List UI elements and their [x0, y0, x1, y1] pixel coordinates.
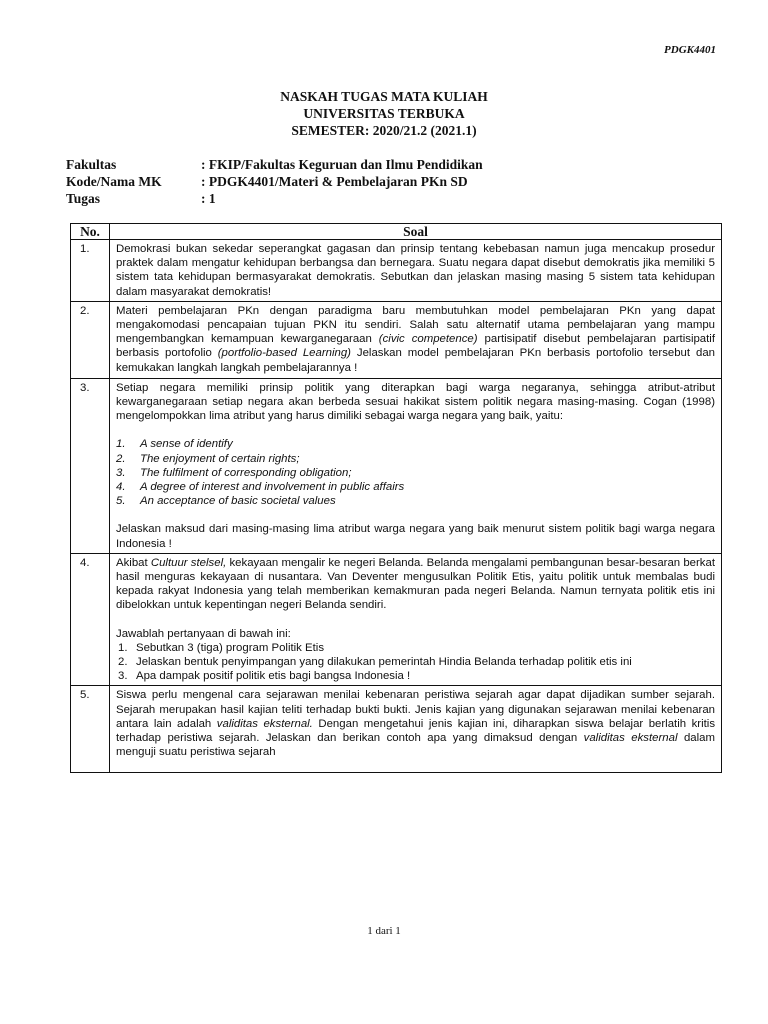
question-number: 5. [71, 686, 110, 773]
question-number: 2. [71, 301, 110, 378]
meta-label: Fakultas [66, 157, 117, 172]
question-text [110, 378, 722, 553]
list-item: 4. A degree of interest and involvement in public affairs [116, 481, 405, 494]
question-row-2 [71, 301, 722, 378]
list-item: 5. An acceptance of basic societal values [116, 495, 336, 508]
question-text [110, 686, 722, 773]
question-row-5 [71, 686, 722, 773]
meta-value: : FKIP/Fakultas Keguruan dan Ilmu Pendidikan [201, 157, 483, 172]
question-text [110, 240, 722, 302]
title-line-3: SEMESTER: 2020/21.2 (2021.1) [291, 123, 477, 138]
question-3-intro: Setiap negara memiliki prinsip politik yang diterapkan bagi warga negaranya, sehingga atribut-atribut kewarganegaraan setiap negara akan berbeda sesuai hakikat sistem politik negara masing-masing. Cogan (1998) mengelompokkan lima atribut yang harus dimiliki sebagai warga negara yang baik, yaitu: [116, 381, 715, 423]
title-line-1: NASKAH TUGAS MATA KULIAH [280, 89, 488, 104]
question-5-text-b: Dengan mengetahui jenis kajian ini, diharapkan siswa belajar berlatih kritis terhadap peristiwa sejarah. Jelaskan dan berikan contoh apa yang dimaksud dengan [116, 717, 716, 745]
meta-row-kode [66, 173, 483, 190]
question-row-3 [71, 378, 722, 553]
list-item: 3. The fulfilment of corresponding obligation; [116, 466, 352, 479]
question-row-4 [71, 553, 722, 686]
question-row-1 [71, 240, 722, 302]
list-item: 1. Sebutkan 3 (tiga) program Politik Etis [118, 641, 325, 654]
question-1-text: Demokrasi bukan sekedar seperangkat gagasan dan prinsip tentang kebebasan namun juga mencakup prosedur praktek dalam mengatur kehidupan berbangsa dan bernegara. Suatu negara dapat disebut demokratis jika memiliki 5 sistem tata kehidupan bermasyarakat demokratis. Sebutkan dan jelaskan masing masing 5 sistem tata kehidupan dalam masyarakat demokratis! [116, 243, 715, 298]
course-info [66, 156, 483, 207]
meta-label: Kode/Nama MK [66, 174, 162, 189]
meta-value: : 1 [201, 191, 216, 206]
sub-question-list [116, 641, 715, 684]
meta-row-tugas [66, 190, 483, 207]
title-line-2: UNIVERSITAS TERBUKA [303, 106, 465, 121]
meta-label: Tugas [66, 191, 101, 206]
question-5-term-validitas: validitas eksternal. [216, 717, 313, 730]
question-number: 4. [71, 553, 110, 686]
question-2-text-a: Materi pembelajaran PKn dengan paradigma baru membutuhkan model pembelajaran PKn yang dapat mengakomodasi pencapaian tujuan PKN itu sendiri. Salah satu alternatif utama pembelajaran yang mampu mengembangkan kemampuan kewarganegaraan [116, 304, 715, 346]
question-2-term-civic: (civic competence) [378, 333, 478, 346]
question-4-prompt: Jawablah pertanyaan di bawah ini: [116, 627, 291, 640]
meta-value: : PDGK4401/Materi & Pembelajaran PKn SD [201, 174, 468, 189]
meta-row-fakultas [66, 156, 483, 173]
document-title [0, 88, 768, 139]
list-item: 1. A sense of identify [116, 438, 233, 451]
question-text [110, 553, 722, 686]
question-3-closing: Jelaskan maksud dari masing-masing lima atribut warga negara yang baik menurut sistem politik bagi warga negara Indonesia ! [116, 523, 715, 550]
list-item: 3. Apa dampak positif politik etis bagi bangsa Indonesia ! [118, 670, 411, 683]
question-number: 3. [71, 378, 110, 553]
table-header-row [71, 224, 722, 240]
questions-table [70, 223, 722, 773]
list-item: 2. The enjoyment of certain rights; [116, 452, 300, 465]
question-number: 1. [71, 240, 110, 302]
question-4-term-cultuur: Cultuur stelsel, [150, 556, 227, 569]
attribute-list [116, 437, 715, 508]
column-header-soal: Soal [110, 224, 722, 240]
question-4-intro: Akibat Cultuur stelsel, kekayaan mengalir ke negeri Belanda. Belanda mengalami pembangunan besar-besaran berkat hasil menguras kekayaan di nusantara. Van Deventer mengusulkan Politik Etis, yaitu politik untuk membalas budi kepada rakyat Indonesia yang telah memberikan kemakmuran pada negeri Belanda. Namun ternyata politik etis ini dibelokkan untuk kepentingan negeri Belanda sendiri. [116, 556, 715, 612]
column-header-no: No. [71, 224, 110, 240]
list-item: 2. Jelaskan bentuk penyimpangan yang dilakukan pemerintah Hindia Belanda terhadap politik etis ini [118, 656, 632, 669]
question-5-term-validitas-2: validitas eksternal [583, 732, 678, 745]
question-5-text-c: dalam menguji suatu peristiwa sejarah [116, 732, 715, 759]
question-text [110, 301, 722, 378]
question-2-term-portfolio: (portfolio-based Learning) [217, 347, 351, 360]
page-number: 1 dari 1 [367, 925, 401, 937]
question-5-text-a: Siswa perlu mengenal cara sejarawan menilai kebenaran peristiwa sejarah agar dapat dijadikan sumber sejarah. Sejarah merupakan hasil kajian teliti terhadap bukti bukti. Jenis kajian yang digunakan sejarawan menilai kebenaran antara lain adalah [116, 689, 715, 730]
question-2-text-b: partisipatif disebut pembelajaran partisipatif berbasis portofolio [116, 333, 716, 360]
question-2-text-c: Jelaskan model pembelajaran PKn berbasis portofolio tersebut dan kemukakan langkah langkah pembelajarannya ! [116, 347, 715, 374]
document-code: PDGK4401 [664, 44, 716, 56]
